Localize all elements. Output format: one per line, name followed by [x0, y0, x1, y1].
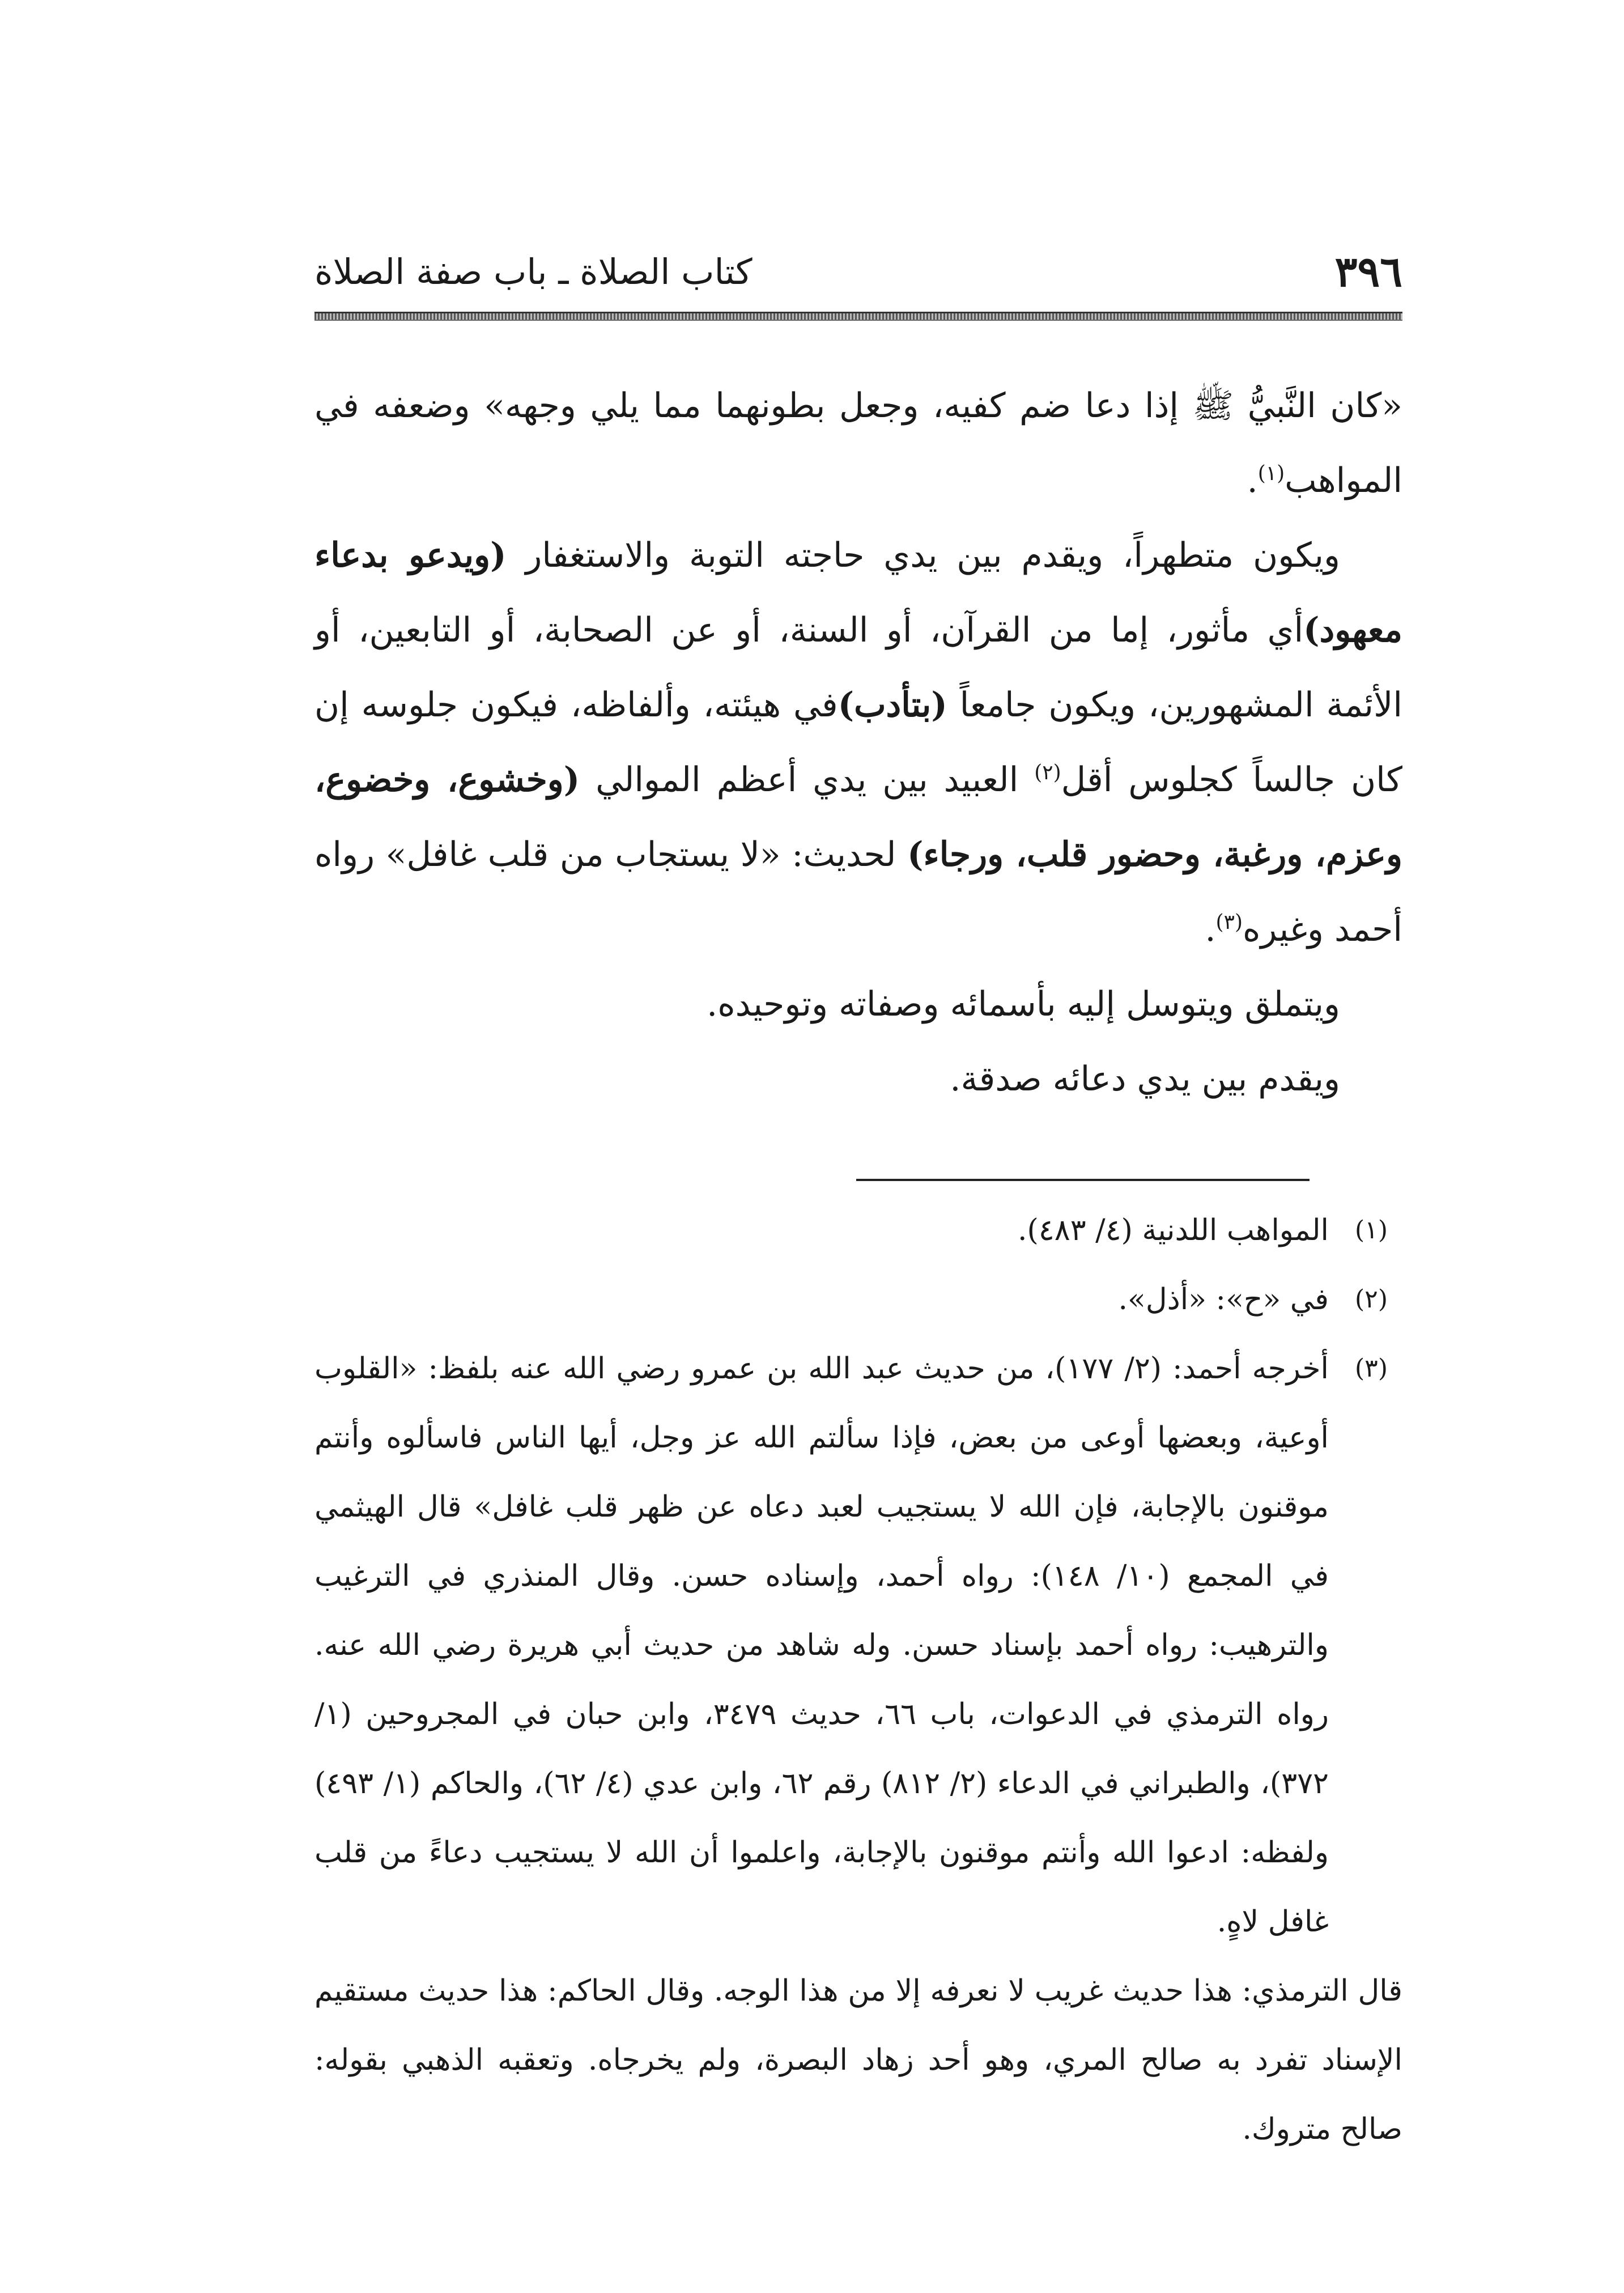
footnote-separator: [856, 1179, 1310, 1181]
paragraph-3: ويتملق ويتوسل إليه بأسمائه وصفاته وتوحيده.: [707, 984, 1340, 1024]
paragraph-2: [314, 518, 1402, 967]
footnote-text: في «ح»: «أذل».: [1118, 1283, 1329, 1317]
p2-text-3: في هيئته، وألفاظه، فيكون جلوسه إن كان جالساً كجلوس أقل: [314, 685, 1402, 800]
main-text: [314, 368, 1402, 1116]
paragraph-1: [314, 368, 1402, 518]
p2-text-5: لحديث: «لا يستجاب من قلب غافل» رواه أحمد وغيره: [314, 835, 1402, 949]
p2-bold-2: (بتأدب): [837, 685, 947, 725]
paragraph-1-text: «كان النَّبيُّ ﷺ إذا دعا ضم كفيه، وجعل بطونهما مما يلي وجهه» وضعفه في المواهب: [314, 386, 1402, 500]
p2-text-2: أي مأثور، إما من القرآن، أو السنة، أو عن الصحابة، أو التابعين، أو الأئمة المشهورين، ويكون جامعاً: [314, 610, 1402, 725]
p2-text-1: ويكون متطهراً، ويقدم بين يدي حاجته التوبة والاستغفار: [506, 536, 1340, 575]
header-divider: [314, 312, 1402, 321]
footnote-2: [314, 1265, 1402, 1334]
running-title: كتاب الصلاة ـ باب صفة الصلاة: [314, 251, 753, 292]
footnote-continuation: قال الترمذي: هذا حديث غريب لا نعرفه إلا من هذا الوجه. وقال الحاكم: هذا حديث مستقيم الإسناد تفرد به صالح المري، وهو أحد زهاد البصرة، ولم يخرجاه. وتعقبه الذهبي بقوله: صالح متروك.: [314, 1974, 1402, 2146]
footnote-ref-2[interactable]: (٢): [1034, 761, 1061, 784]
paragraph-4: ويقدم بين يدي دعائه صدقة.: [950, 1059, 1340, 1099]
footnote-ref-3[interactable]: (٣): [1215, 911, 1243, 934]
footnote-number: (٣): [1355, 1354, 1388, 1383]
footnote-3: [314, 1334, 1402, 1956]
p2-text-4: العبيد بين يدي أعظم الموالي: [580, 760, 1035, 800]
p2-bold-1: (ويدعو بدعاء معهود): [314, 536, 1402, 650]
footnote-1: [314, 1196, 1402, 1265]
footnote-ref-1[interactable]: (١): [1257, 462, 1285, 485]
running-header: [314, 238, 1402, 306]
footnote-number: (٢): [1355, 1285, 1388, 1314]
footnote-text: المواهب اللدنية (٤/ ٤٨٣).: [1018, 1213, 1329, 1247]
footnotes-section: [314, 1196, 1402, 2164]
footnote-number: (١): [1355, 1216, 1388, 1245]
p2-text-6: .: [1205, 910, 1216, 949]
page-number: ٣٩٦: [1334, 248, 1402, 296]
footnote-text: أخرجه أحمد: (٢/ ١٧٧)، من حديث عبد الله بن عمرو رضي الله عنه بلفظ: «القلوب أوعية، وبعضها أوعى من بعض، فإذا سألتم الله عز وجل، أيها الناس فاسألوه وأنتم موقنون بالإجابة، فإن الله لا يستجيب لعبد دعاه عن ظهر قلب غافل» قال الهيثمي في المجمع (١٠/ ١٤٨): رواه أحمد، وإسناده حسن. وقال المنذري في الترغيب والترهيب: رواه أحمد بإسناد حسن. وله شاهد من حديث أبي هريرة رضي الله عنه. رواه الترمذي في الدعوات، باب ٦٦، حديث ٣٤٧٩، وابن حبان في المجروحين (١/ ٣٧٢)، والطبراني في الدعاء (٢/ ٨١٢) رقم ٦٢، وابن عدي (٤/ ٦٢)، والحاكم (١/ ٤٩٣) ولفظه: ادعوا الله وأنتم موقنون بالإجابة، واعلموا أن الله لا يستجيب دعاءً من قلب غافل لاهٍ.: [314, 1352, 1329, 1939]
p2-bold-3: (وخشوع، وخضوع، وعزم، ورغبة، وحضور قلب، ورجاء): [314, 760, 1402, 874]
paragraph-1-tail: .: [1247, 461, 1258, 500]
